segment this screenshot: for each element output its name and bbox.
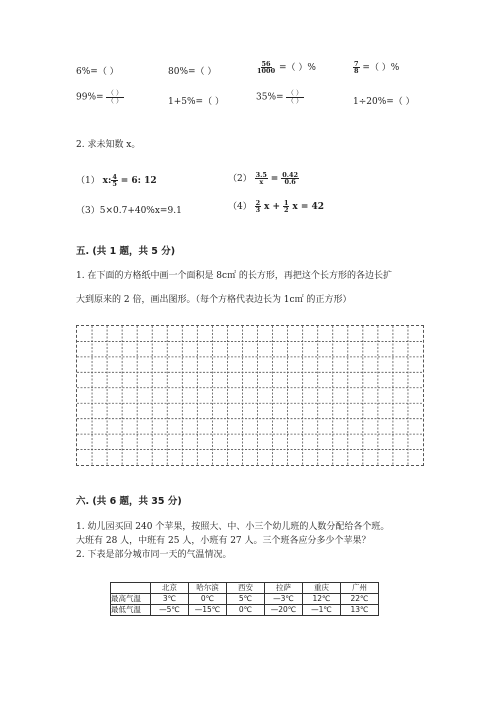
table-cell: —20℃ [265,605,303,616]
table-row [111,605,379,616]
table-header-cell: 北京 [151,583,189,594]
equation-1: （1） x: $\frac{4}{5}$ = 6: 12 [76,172,157,188]
table-header-cell: 哈尔滨 [189,583,227,594]
conv-7-8: $\frac{7}{8}$ =（ ）% [354,59,400,75]
fraction: $\frac{( )}{( )}$ [287,89,303,105]
conv-56-1000: $\frac{56}{1000}$ =（ ）% [257,59,316,75]
fraction: $\frac{( )}{( )}$ [107,89,123,105]
section-5-title: 五. (共 1 题，共 5 分) [76,246,176,257]
table-cell: 13℃ [341,605,379,616]
fraction: $\frac{56}{1000}$ [257,59,276,75]
table-header-cell: 西安 [227,583,265,594]
table-cell: —3℃ [265,594,303,605]
table-cell: 22℃ [341,594,379,605]
row-label: 最高气温 [111,594,151,605]
grid-lines [77,326,423,465]
fraction: $\frac{1}{2}$ [283,198,289,214]
table-header-cell: 重庆 [303,583,341,594]
table-cell: —1℃ [303,605,341,616]
conv-6pct: 6%=（ ） [76,67,119,77]
q5-text-line2: 大到原来的 2 倍，画出图形。（每个方格代表边长为 1c㎡ 的正方形） [76,295,352,305]
table-cell: 0℃ [227,605,265,616]
row-label: 最低气温 [111,605,151,616]
equation-3: （3）5×0.7+40%x=9.1 [76,206,182,216]
section-6-title: 六. (共 6 题，共 35 分) [76,496,182,507]
conv-1div20pct: 1÷20%=（ ） [353,97,415,107]
equation-4: （4） $\frac{2}{3}$ x + $\frac{1}{2}$ x = 42 [228,198,325,214]
table-cell: —15℃ [189,605,227,616]
table-cell: 12℃ [303,594,341,605]
table-cell: —5℃ [151,605,189,616]
q6-text-line1: 1. 幼儿园买回 240 个苹果，按照大、中、小三个幼儿班的人数分配给各个班。 [76,522,390,532]
fraction: $\frac{2}{3}$ [255,198,261,214]
table-header-cell: 拉萨 [265,583,303,594]
conv-1plus5pct: 1+5%=（ ） [168,97,224,107]
q6-text-line2: 大班有 28 人，中班有 25 人，小班有 27 人。三个班各应分多少个苹果？ [76,536,371,546]
conv-80pct: 80%=（ ） [168,67,217,77]
fraction: $\frac{0.42}{0.6}$ [282,170,299,186]
table-header-row [111,583,379,594]
q6-text-line3: 2. 下表是部分城市同一天的气温情况。 [76,550,232,560]
grid-paper[interactable] [76,325,424,466]
fraction: $\frac{3.5}{x}$ [255,170,267,186]
fraction: $\frac{7}{8}$ [354,59,359,75]
equation-2: （2） $\frac{3.5}{x}$ = $\frac{0.42}{0.6}$ [228,170,299,186]
table-header-cell: 广州 [341,583,379,594]
conv-99pct: 99%= $\frac{( )}{( )}$ [76,89,123,105]
q5-text-line1: 1. 在下面的方格纸中画一个面积是 8c㎡ 的长方形，再把这个长方形的各边长扩 [76,271,392,281]
table-cell: 0℃ [189,594,227,605]
fraction: $\frac{4}{5}$ [112,172,117,188]
temperature-table [110,582,379,616]
table-corner-cell [111,583,151,594]
table-cell: 5℃ [227,594,265,605]
table-row [111,594,379,605]
table-cell: 3℃ [151,594,189,605]
q2-title: 2. 求未知数 x。 [76,140,141,150]
conv-35pct: 35%= $\frac{( )}{( )}$ [256,89,303,105]
